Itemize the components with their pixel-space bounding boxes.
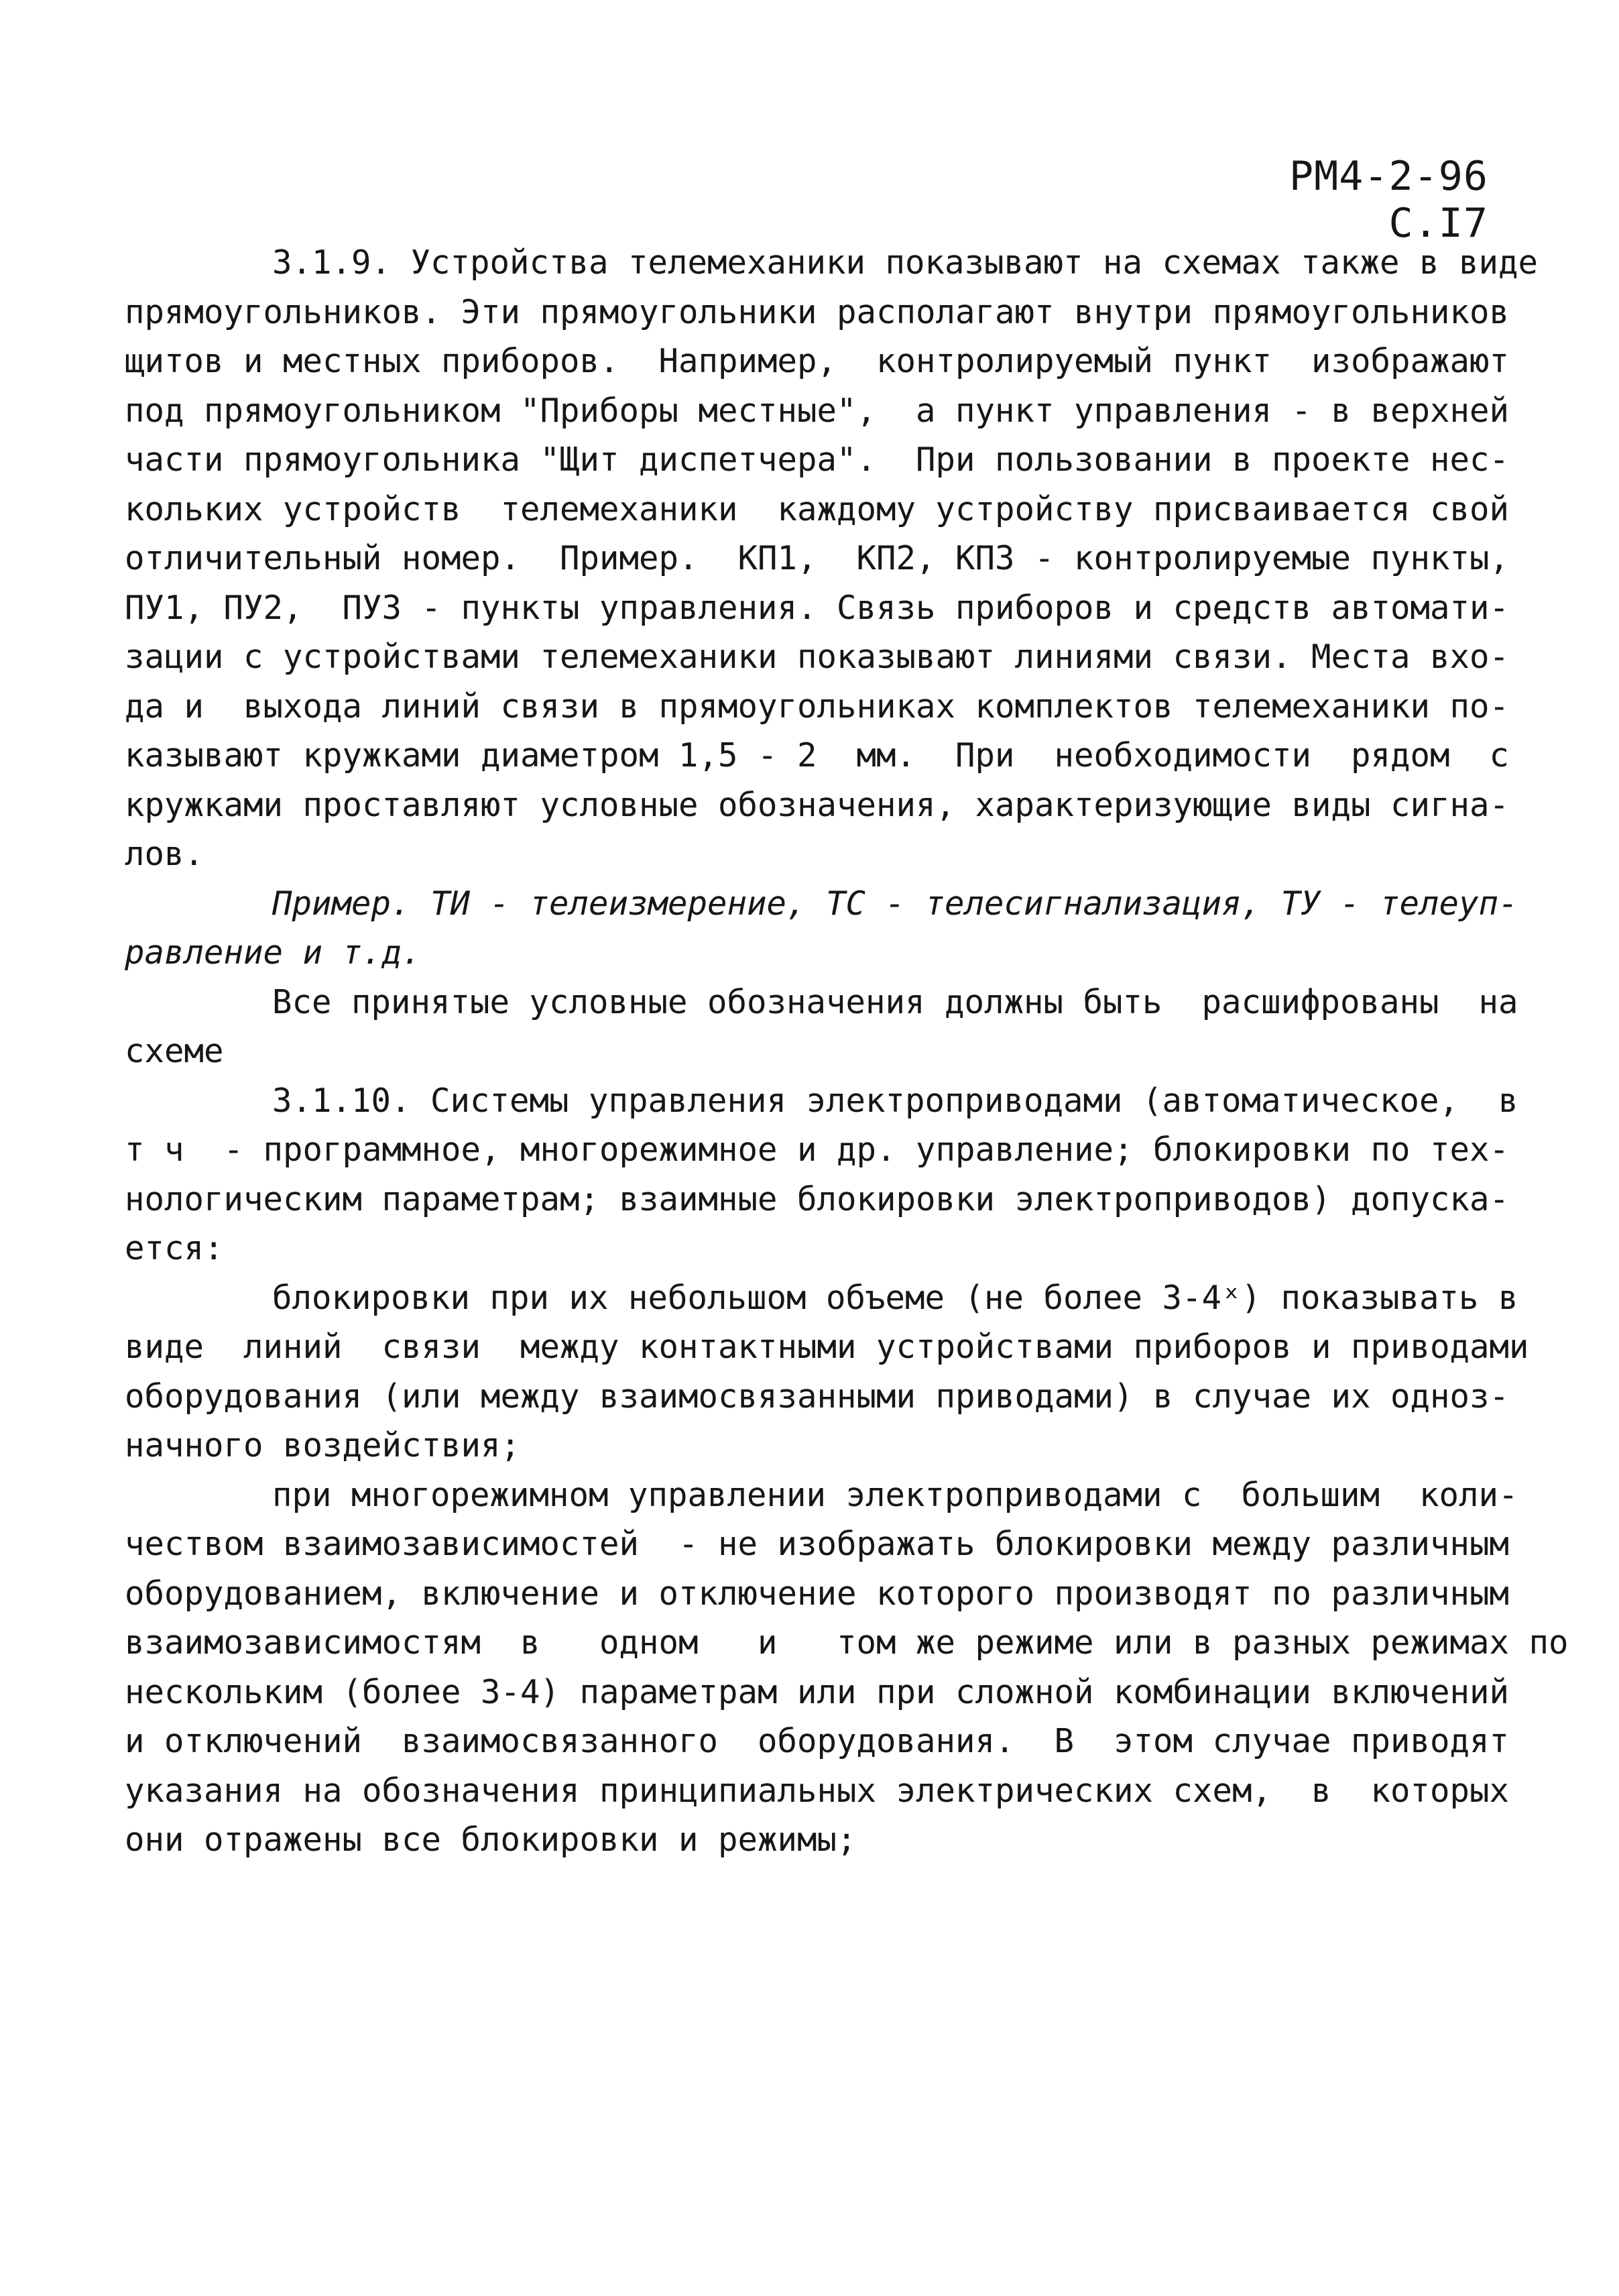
paragraph-line: да и выхода линий связи в прямоугольниках комплектов телемеханики по-	[125, 687, 1510, 726]
paragraph-line: отличительный номер. Пример. КП1, КП2, КП3 - контролируемые пункты,	[125, 539, 1510, 577]
section-heading-line: 3.1.10. Системы управления электроприводами (автоматическое, в	[272, 1081, 1518, 1120]
paragraph-line: указания на обозначения принципиальных электрических схем, в которых	[125, 1771, 1510, 1810]
page-reference: РМ4-2-96 С.I7	[1289, 153, 1488, 247]
document-body	[125, 238, 1569, 1865]
paragraph-line: взаимозависимостям в одном и том же режиме или в разных режимах по	[125, 1623, 1569, 1662]
paragraph-line: нескольким (более 3-4) параметрам или при сложной комбинации включений	[125, 1672, 1510, 1711]
paragraph-line: виде линий связи между контактными устройствами приборов и приводами	[125, 1328, 1529, 1366]
paragraph-line: части прямоугольника "Щит диспетчера". При пользовании в проекте нес-	[125, 441, 1510, 479]
paragraph-line: ПУ1, ПУ2, ПУ3 - пункты управления. Связь приборов и средств автомати-	[125, 588, 1510, 627]
paragraph-line: чеством взаимозависимостей - не изображать блокировки между различным	[125, 1525, 1510, 1563]
paragraph-line: и отключений взаимосвязанного оборудования. В этом случае приводят	[125, 1722, 1510, 1760]
paragraph-line: они отражены все блокировки и режимы;	[125, 1821, 857, 1859]
paragraph-line: начного воздействия;	[125, 1426, 521, 1465]
paragraph-line: при многорежимном управлении электроприводами с большим коли-	[272, 1475, 1518, 1514]
example-line: Пример. ТИ - телеизмерение, ТС - телесигнализация, ТУ - телеуп-	[272, 884, 1518, 923]
paragraph-line: казывают кружками диаметром 1,5 - 2 мм. При необходимости рядом с	[125, 736, 1510, 774]
paragraph-line: оборудования (или между взаимосвязанными приводами) в случае их одноз-	[125, 1377, 1510, 1416]
paragraph-line: т ч - программное, многорежимное и др. управление; блокировки по тех-	[125, 1131, 1510, 1169]
paragraph-line: нологическим параметрам; взаимные блокировки электроприводов) допуска-	[125, 1180, 1510, 1218]
paragraph-line: лов.	[125, 835, 204, 873]
paragraph-line: ется:	[125, 1229, 224, 1267]
paragraph-line: под прямоугольником "Приборы местные", а пункт управления - в верхней	[125, 391, 1510, 430]
paragraph-line: схеме	[125, 1032, 224, 1070]
paragraph-line: кольких устройств телемеханики каждому устройству присваивается свой	[125, 490, 1510, 528]
paragraph-line: оборудованием, включение и отключение которого производят по различным	[125, 1574, 1510, 1613]
example-line: равление и т.д.	[125, 933, 422, 972]
paragraph-line: зации с устройствами телемеханики показывают линиями связи. Места вхо-	[125, 638, 1510, 676]
paragraph-line: Все принятые условные обозначения должны быть расшифрованы на	[272, 982, 1518, 1021]
paragraph-line: блокировки при их небольшом объеме (не более 3-4ˣ) показывать в	[272, 1278, 1518, 1317]
paragraph-line: кружками проставляют условные обозначения, характеризующие виды сигна-	[125, 785, 1510, 824]
paragraph-line: прямоугольников. Эти прямоугольники располагают внутри прямоугольников	[125, 292, 1510, 331]
paragraph-line: щитов и местных приборов. Например, контролируемый пункт изображают	[125, 342, 1510, 380]
paragraph-line: 3.1.9. Устройства телемеханики показывают на схемах также в виде	[272, 243, 1539, 282]
